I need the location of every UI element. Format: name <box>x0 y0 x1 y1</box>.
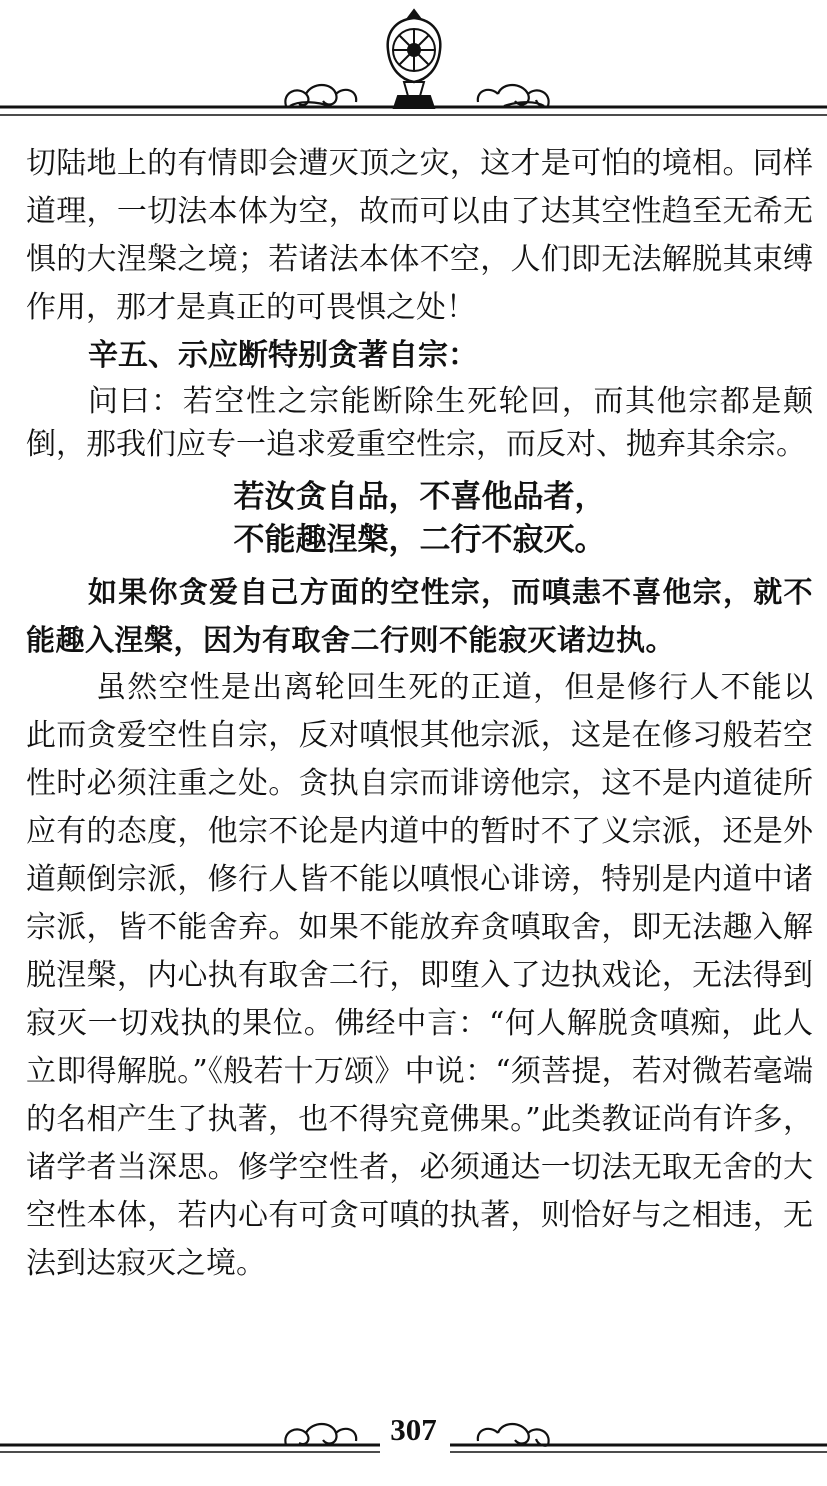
verse-line-1: 若汝贪自品，不喜他品者， <box>233 479 606 515</box>
page-content <box>26 140 813 1288</box>
dharma-wheel-icon <box>388 10 441 108</box>
verse-block <box>26 476 813 562</box>
explanation-paragraph: 虽然空性是出离轮回生死的正道，但是修行人不能以此而贪爱空性自宗，反对嗔恨其他宗派，这是在修习般若空性时必须注重之处。贪执自宗而诽谤他宗，这不是内道徒所应有的态度，他宗不论是内道中的暂时不了义宗派，还是外道颠倒宗派，修行人皆不能以嗔恨心诽谤，特别是内道中诸宗派，皆不能舍弃。如果不能放弃贪嗔取舍，即无法趣入解脱涅槃，内心执有取舍二行，即堕入了边执戏论，无法得到寂灭一切戏执的果位。佛经中言：“何人解脱贪嗔痴，此人立即得解脱。”《般若十万颂》中说：“须菩提，若对微若毫端的名相产生了执著，也不得究竟佛果。”此类教证尚有许多，诸学者当深思。修学空性者，必须通达一切法无取无舍的大空性本体，若内心有可贪可嗔的执著，则恰好与之相违，无法到达寂灭之境。 <box>26 670 813 1281</box>
opening-paragraph: 切陆地上的有情即会遭灭顶之灾，这才是可怕的境相。同样道理，一切法本体为空，故而可以由了达其空性趋至无希无惧的大涅槃之境；若诸法本体不空，人们即无法解脱其束缚作用，那才是真正的可畏惧之处！ <box>26 146 813 325</box>
page-number: 307 <box>390 1412 437 1447</box>
cloud-scroll-right-icon <box>478 85 549 107</box>
verse-line-2: 不能趣涅槃，二行不寂灭。 <box>233 522 606 558</box>
cloud-scroll-left-icon <box>285 85 356 106</box>
section-heading: 辛五、示应断特别贪著自宗： <box>88 338 478 373</box>
header-ornament <box>0 0 827 135</box>
question-paragraph: 问曰：若空性之宗能断除生死轮回，而其他宗都是颠倒，那我们应专一追求爱重空性宗，而反对、抛弃其余宗。 <box>26 384 813 462</box>
commentary-paragraph: 如果你贪爱自己方面的空性宗，而嗔恚不喜他宗，就不能趣入涅槃，因为有取舍二行则不能寂灭诸边执。 <box>26 575 813 657</box>
